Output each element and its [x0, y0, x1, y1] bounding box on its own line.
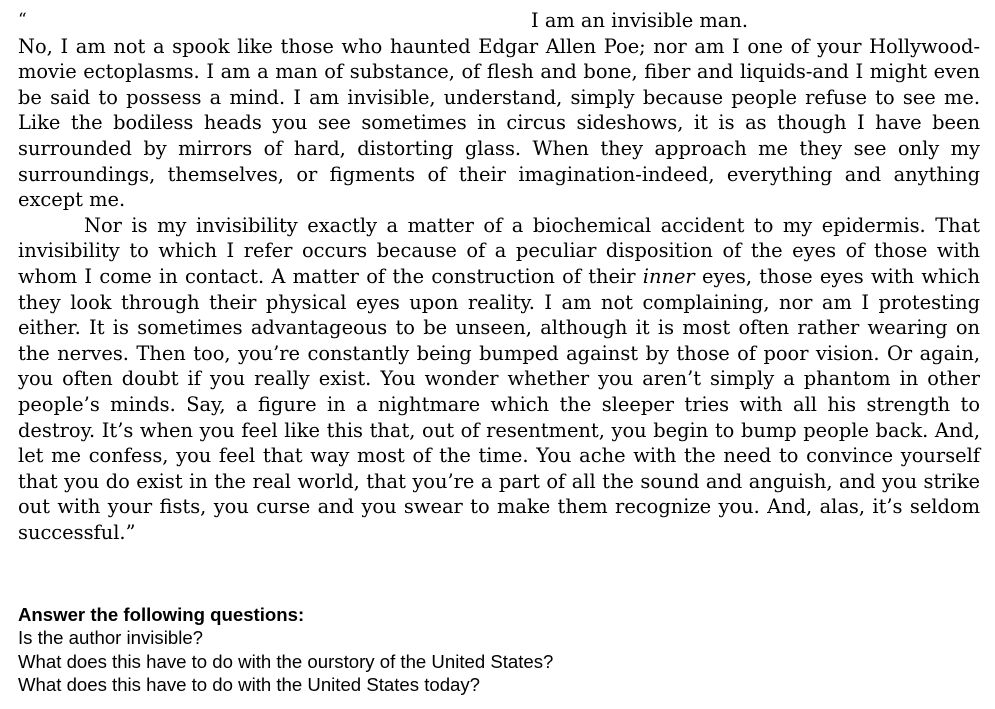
- passage-header-line: [18, 8, 980, 34]
- paragraph-2-part-2: eyes, those eyes with which they look through their physical eyes upon reality. I am not complaining, nor am I protesting either. It is sometimes advantageous to be unseen, although it is most often rather wearing on the nerves. Then too, you’re constantly being bumped against by those of poor vision. Or again, you often doubt if you really exist. You wonder whether you aren’t simply a phantom in other people’s minds. Say, a figure in a nightmare which the sleeper tries with all his strength to destroy. It’s when you feel like this that, out of resentment, you begin to bump people back. And, let me confess, you feel that way most of the time. You ache with the need to convince yourself that you do exist in the real world, that you’re a part of all the sound and anguish, and you strike out with your fists, you curse and you swear to make them recognize you. And, alas, it’s seldom successful.”: [18, 264, 980, 544]
- question-1: Is the author invisible?: [18, 627, 204, 649]
- question-3: What does this have to do with the United States today?: [18, 674, 481, 696]
- questions-heading: Answer the following questions:: [18, 604, 305, 625]
- question-2: What does this have to do with the ourstory of the United States?: [18, 650, 554, 672]
- paragraph-2-part-1: Nor is my invisibility exactly a matter of a biochemical accident to my epidermis. That invisibility to which I refer occurs because of a peculiar disposition of the eyes of those with whom I come in contact. A matter of the construction of their: [18, 213, 980, 288]
- passage-title: I am an invisible man.: [531, 9, 748, 32]
- paragraph-2: [18, 213, 980, 546]
- questions-section: [18, 603, 980, 697]
- paragraph-1: No, I am not a spook like those who haunted Edgar Allen Poe; nor am I one of your Hollywood-movie ectoplasms. I am a man of substance, of flesh and bone, fiber and liquids-and I might even be said to possess a mind. I am invisible, understand, simply because people refuse to see me. Like the bodiless heads you see sometimes in circus sideshows, it is as though I have been surrounded by mirrors of hard, distorting glass. When they approach me they see only my surroundings, themselves, or figments of their imagination-indeed, everything and anything except me.: [18, 34, 980, 212]
- paragraph-2-italic-word: inner: [642, 264, 695, 288]
- open-quote-mark: “: [18, 10, 27, 30]
- quoted-passage: [18, 8, 980, 545]
